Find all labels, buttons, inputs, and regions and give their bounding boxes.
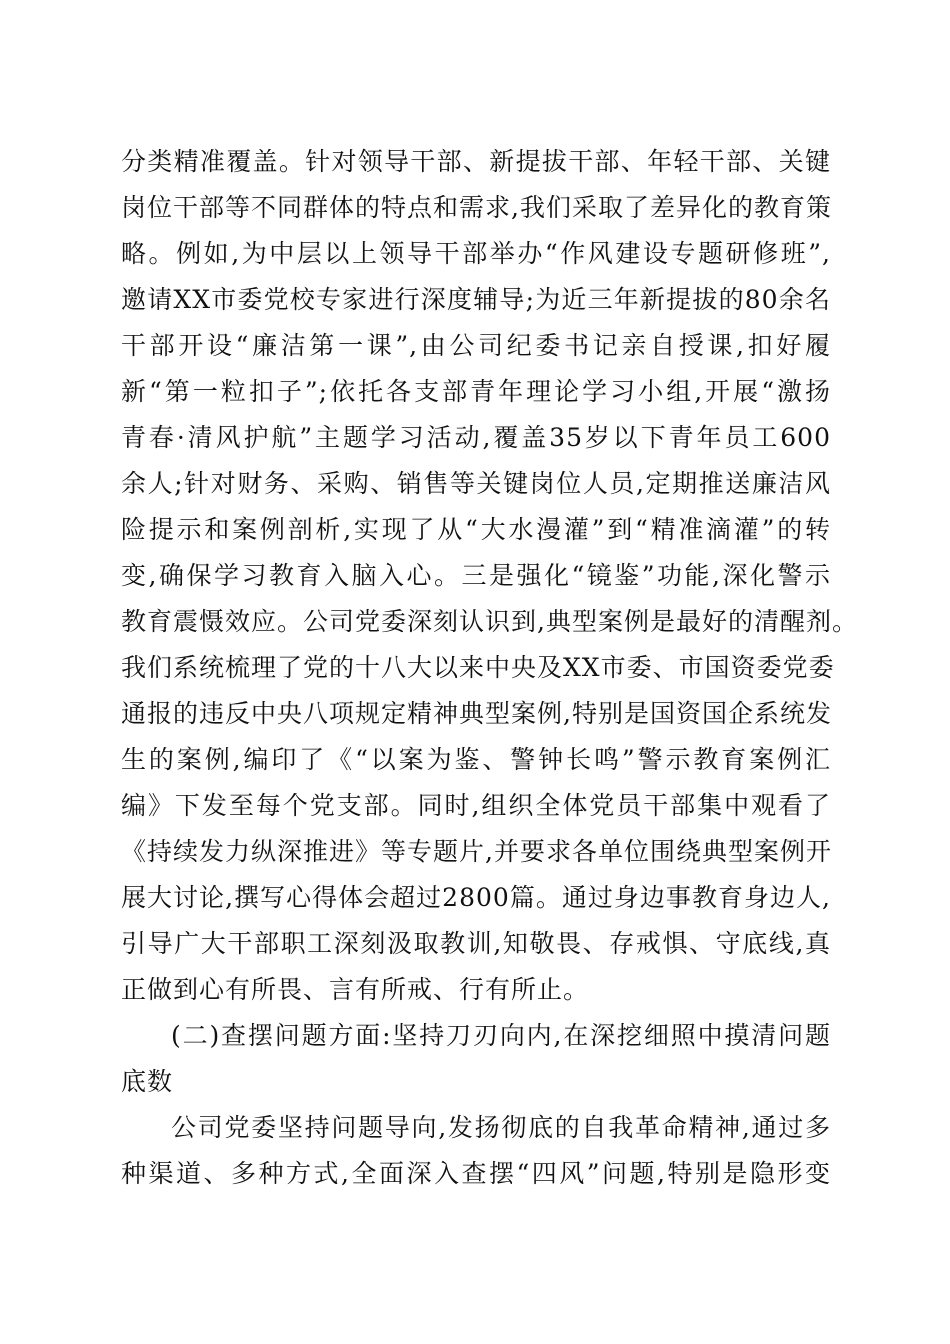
body-text-line: 《持续发力纵深推进》等专题片,并要求各单位围绕典型案例开 <box>121 837 832 866</box>
body-text-line: 干部开设“廉洁第一课”,由公司纪委书记亲自授课,扣好履 <box>121 331 831 360</box>
body-text-line: 岗位干部等不同群体的特点和需求,我们采取了差异化的教育策 <box>121 193 832 222</box>
body-text-line: 编》下发至每个党支部。同时,组织全体党员干部集中观看了 <box>121 791 831 820</box>
body-text-line: 教育震慑效应。公司党委深刻认识到,典型案例是最好的清醒剂。 <box>121 607 858 636</box>
section-heading: (二)查摆问题方面:坚持刀刃向内,在深挖细照中摸清问题 <box>171 1021 831 1050</box>
body-text-line: 分类精准覆盖。针对领导干部、新提拔干部、年轻干部、关键 <box>121 147 831 176</box>
body-text-line: 略。例如,为中层以上领导干部举办“作风建设专题研修班”, <box>121 239 831 268</box>
body-text-line: 余人;针对财务、采购、销售等关键岗位人员,定期推送廉洁风 <box>121 469 831 498</box>
body-text-line: 险提示和案例剖析,实现了从“大水漫灌”到“精准滴灌”的转 <box>121 515 831 544</box>
body-text-line: 邀请XX市委党校专家进行深度辅导;为近三年新提拔的80余名 <box>121 285 831 314</box>
body-text-line: 通报的违反中央八项规定精神典型案例,特别是国资国企系统发 <box>121 699 832 728</box>
body-text-line: 新“第一粒扣子”;依托各支部青年理论学习小组,开展“激扬 <box>121 377 831 406</box>
body-text-line: 公司党委坚持问题导向,发扬彻底的自我革命精神,通过多 <box>171 1113 831 1142</box>
body-text-line: 正做到心有所畏、言有所戒、行有所止。 <box>121 975 590 1004</box>
body-text-line: 青春·清风护航”主题学习活动,覆盖35岁以下青年员工600 <box>121 423 831 452</box>
body-text-line: 种渠道、多种方式,全面深入查摆“四风”问题,特别是隐形变 <box>121 1159 831 1188</box>
body-text-line: 我们系统梳理了党的十八大以来中央及XX市委、市国资委党委 <box>121 653 835 682</box>
section-heading-continuation: 底数 <box>121 1067 174 1096</box>
body-text-line: 引导广大干部职工深刻汲取教训,知敬畏、存戒惧、守底线,真 <box>121 929 831 958</box>
body-text-line: 变,确保学习教育入脑入心。三是强化“镜鉴”功能,深化警示 <box>121 561 831 590</box>
body-text-line: 展大讨论,撰写心得体会超过2800篇。通过身边事教育身边人, <box>121 883 831 912</box>
body-text-line: 生的案例,编印了《“以案为鉴、警钟长鸣”警示教育案例汇 <box>121 745 831 774</box>
